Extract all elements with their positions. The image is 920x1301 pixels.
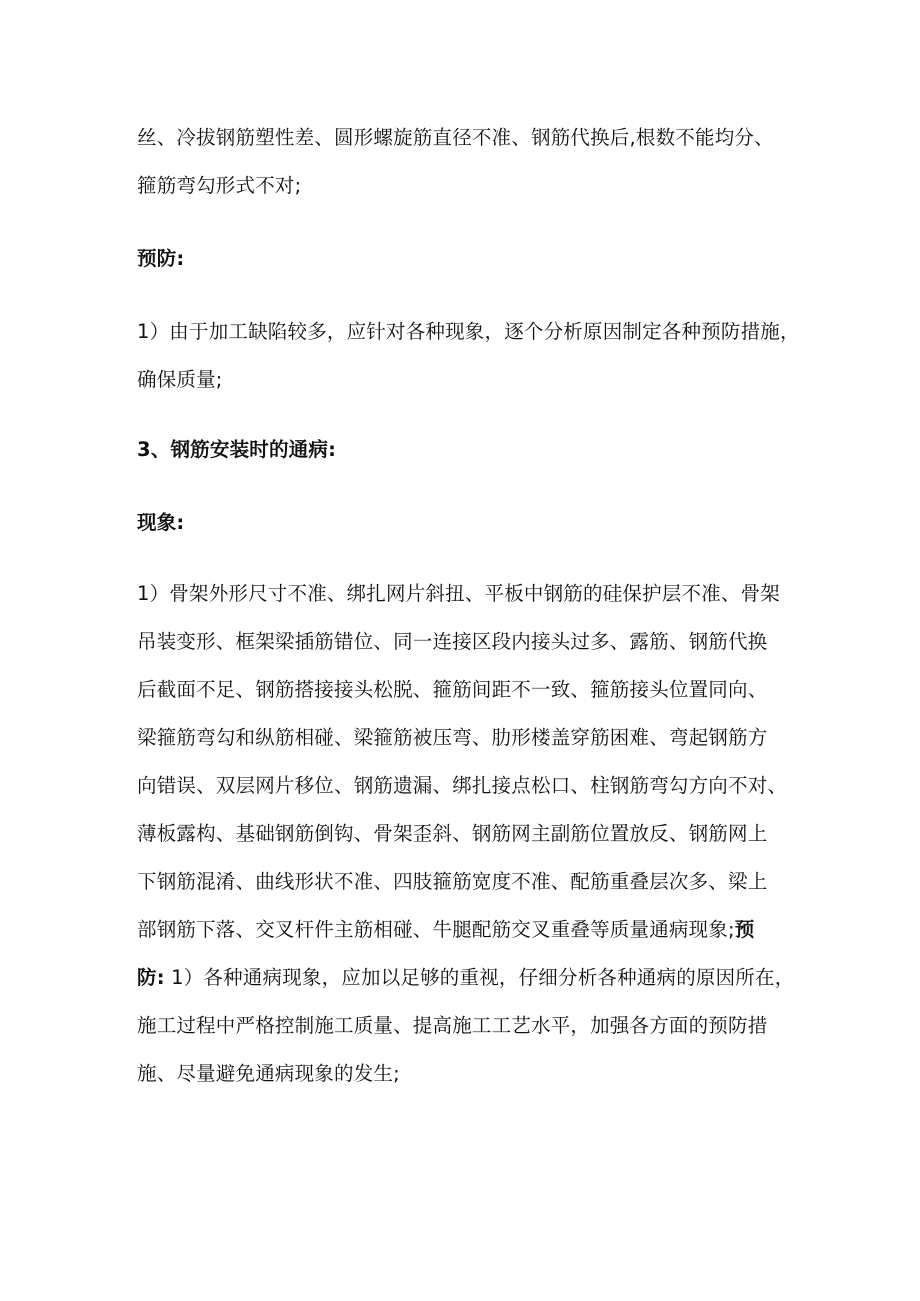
text-line-with-label — [137, 954, 797, 1002]
paragraph-processing-defects — [137, 114, 797, 210]
text-line: 薄板露构、基础钢筋倒钩、骨架歪斜、钢筋网主副筋位置放反、钢筋网上 — [137, 822, 768, 845]
text-line: 箍筋弯勾形式不对; — [137, 174, 302, 197]
text-line: 丝、冷拔钢筋塑性差、圆形螺旋筋直径不准、钢筋代换后,根数不能均分、 — [137, 126, 774, 149]
text-line: 确保质量; — [137, 368, 223, 391]
inline-prevention-label-part: 防: — [137, 966, 165, 989]
paragraph-installation-defects — [137, 570, 797, 1098]
text-line: 施、尽量避免通病现象的发生; — [137, 1062, 400, 1085]
text-line: 向错误、双层网片移位、钢筋遗漏、绑扎接点松口、柱钢筋弯勾方向不对、 — [137, 774, 788, 797]
prevention-label: 预防: — [137, 247, 185, 270]
text-line: 下钢筋混淆、曲线形状不准、四肢箍筋宽度不准、配筋重叠层次多、梁上 — [137, 870, 768, 893]
text-segment: 部钢筋下落、交叉杆件主筋相碰、牛腿配筋交叉重叠等质量通病现象; — [137, 918, 735, 941]
phenomenon-label: 现象: — [137, 511, 185, 534]
text-line-with-label — [137, 906, 797, 954]
text-line: 1）骨架外形尺寸不准、绑扎网片斜扭、平板中钢筋的硅保护层不准、骨架 — [137, 582, 781, 605]
paragraph-prevention-1 — [137, 308, 800, 404]
text-segment: 1）各种通病现象，应加以足够的重视，仔细分析各种通病的原因所在， — [164, 966, 795, 989]
text-line: 梁箍筋弯勾和纵筋相碰、梁箍筋被压弯、肋形楼盖穿筋困难、弯起钢筋方 — [137, 726, 768, 749]
text-line: 1）由于加工缺陷较多，应针对各种现象，逐个分析原因制定各种预防措施， — [137, 320, 800, 343]
text-line: 后截面不足、钢筋搭接接头松脱、箍筋间距不一致、箍筋接头位置同向、 — [137, 678, 768, 701]
text-line: 施工过程中严格控制施工质量、提高施工工艺水平，加强各方面的预防措 — [137, 1014, 768, 1037]
text-line: 吊装变形、框架梁插筋错位、同一连接区段内接头过多、露筋、钢筋代换 — [137, 630, 768, 653]
inline-prevention-label-part: 预 — [734, 918, 755, 941]
section-heading: 3、钢筋安装时的通病: — [137, 438, 337, 461]
